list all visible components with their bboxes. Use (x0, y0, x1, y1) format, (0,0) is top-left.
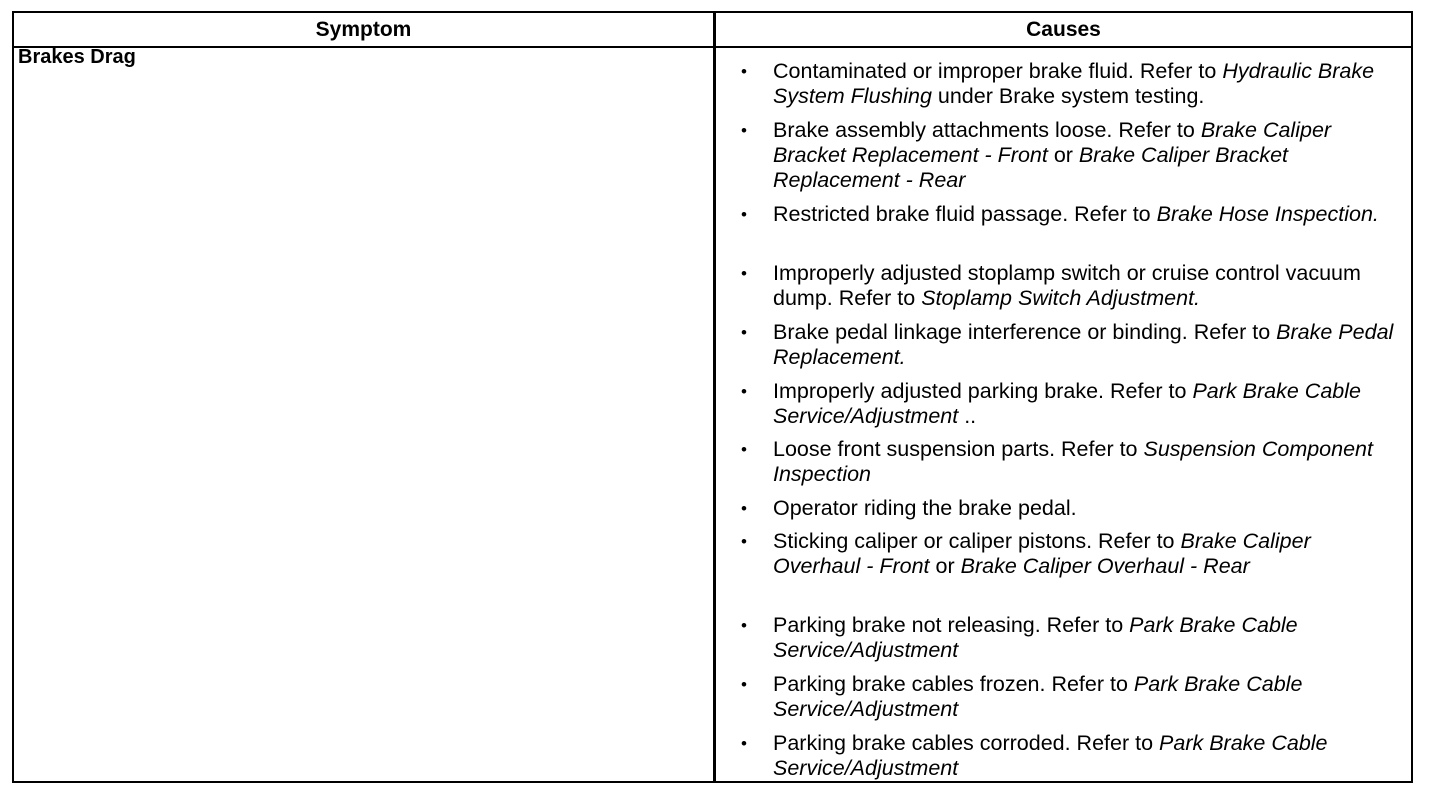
cause-reference: Brake Hose Inspection. (1156, 202, 1379, 226)
cause-text: Operator riding the brake pedal. (773, 496, 1077, 520)
cause-text: Improperly adjusted parking brake. Refer to (773, 379, 1193, 403)
cause-text: Parking brake not releasing. Refer to (773, 613, 1130, 637)
bullet-icon: • (741, 382, 747, 401)
cause-text: Brake pedal linkage interference or binding. Refer to (773, 320, 1277, 344)
cause-reference-2: Brake Caliper Overhaul - Rear (960, 554, 1250, 578)
cause-text-after: .. (958, 404, 977, 428)
bullet-icon: • (741, 616, 747, 635)
cause-reference: Park Brake Cable Service/Adjustment (773, 731, 1328, 780)
bullet-icon: • (741, 264, 747, 283)
cause-text: Restricted brake fluid passage. Refer to (773, 202, 1157, 226)
bullet-icon: • (741, 62, 747, 81)
cause-text: Sticking caliper or caliper pistons. Refer to (773, 529, 1181, 553)
cause-text: Parking brake cables frozen. Refer to (773, 672, 1134, 696)
cause-text-after: under Brake system testing. (931, 84, 1205, 108)
cause-reference: Suspension Component Inspection (773, 437, 1373, 486)
bullet-icon: • (741, 323, 747, 342)
header-symptom: Symptom (315, 18, 412, 41)
symptom-value: Brakes Drag (18, 46, 136, 68)
cause-text: Parking brake cables corroded. Refer to (773, 731, 1160, 755)
cause-reference: Brake Pedal Replacement. (773, 320, 1394, 369)
cause-reference: Brake Caliper Bracket Replacement - Front (773, 118, 1332, 167)
bullet-icon: • (741, 499, 747, 518)
bullet-icon: • (741, 205, 747, 224)
cause-reference: Park Brake Cable Service/Adjustment (773, 613, 1298, 662)
cause-text: Improperly adjusted stoplamp switch or cruise control vacuum dump. Refer to (773, 261, 1361, 310)
column-divider (713, 13, 716, 781)
bullet-icon: • (741, 675, 747, 694)
bullet-icon: • (741, 121, 747, 140)
cause-reference: Park Brake Cable Service/Adjustment (773, 672, 1303, 721)
bullet-icon: • (741, 440, 747, 459)
cause-text: Loose front suspension parts. Refer to (773, 437, 1144, 461)
cause-text-mid: or (1047, 143, 1079, 167)
cause-text: Contaminated or improper brake fluid. Refer to (773, 59, 1223, 83)
cause-reference: Stoplamp Switch Adjustment. (921, 286, 1201, 310)
cause-reference: Hydraulic Brake System Flushing (773, 59, 1375, 108)
cause-reference: Brake Caliper Overhaul - Front (773, 529, 1311, 578)
cause-reference: Park Brake Cable Service/Adjustment (773, 379, 1361, 428)
header-causes: Causes (1026, 18, 1101, 41)
bullet-icon: • (741, 734, 747, 753)
cause-text: Brake assembly attachments loose. Refer to (773, 118, 1201, 142)
bullet-icon: • (741, 532, 747, 551)
cause-text-mid: or (929, 554, 961, 578)
cause-reference-2: Brake Caliper Bracket Replacement - Rear (773, 143, 1289, 192)
